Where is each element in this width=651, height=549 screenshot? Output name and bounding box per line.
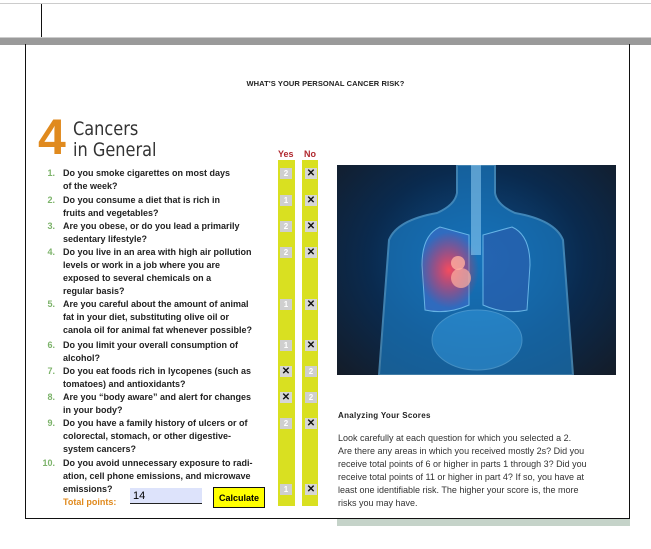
yes-answer-box[interactable]: ✕: [281, 366, 291, 377]
question-number: 4.: [47, 247, 55, 257]
question-number: 8.: [47, 392, 55, 402]
section-heading: Cancers in General: [73, 118, 157, 161]
question-text: Do you live in an area with high air pollution levels or work in a job where you are exposed to several chemicals on a regular basis?: [63, 247, 252, 296]
top-divider: [0, 3, 651, 4]
yes-answer-box[interactable]: ✕: [281, 392, 291, 403]
no-answer-box[interactable]: ✕: [306, 299, 316, 310]
yes-header: Yes: [278, 149, 294, 159]
question-number: 10.: [42, 458, 55, 468]
question-text: Do you eat foods rich in lycopenes (such as tomatoes) and antioxidants?: [63, 366, 252, 389]
page-title: WHAT'S YOUR PERSONAL CANCER RISK?: [246, 79, 405, 88]
total-points-label: Total points:: [63, 497, 117, 507]
no-answer-box[interactable]: ✕: [306, 418, 316, 429]
question-text: Do you have a family history of ulcers or of colorectal, stomach, or other digestive- system cancers?: [63, 418, 248, 454]
question-text: Are you careful about the amount of animal fat in your diet, substituting olive oil or canola oil for animal fat whenever possible?: [63, 299, 253, 335]
question-number: 9.: [47, 418, 55, 428]
yes-answer-box[interactable]: 2: [280, 221, 292, 232]
no-answer-box[interactable]: ✕: [306, 168, 316, 179]
toolbar-separator: [41, 4, 42, 37]
analysis-body: Look carefully at each question for which you selected a 2. Are there any areas in which you received mostly 2s? Did you receive total points of 6 or higher in parts 1 through 3? Did you receive total points of 11 or higher in part 4? If so, you have at least one identifiable risk. The higher your score is, the more risks you may have.: [338, 433, 587, 508]
question-text: Do you avoid unnecessary exposure to radi- ation, cell phone emissions, and microwave emissions?: [63, 458, 253, 494]
question-number: 2.: [47, 195, 55, 205]
question-number: 6.: [47, 340, 55, 350]
question-text: Do you smoke cigarettes on most days of the week?: [63, 168, 231, 191]
no-column: [302, 160, 318, 506]
question-number: 1.: [47, 168, 55, 178]
yes-answer-box[interactable]: 1: [280, 484, 292, 495]
yes-answer-box[interactable]: 1: [280, 340, 292, 351]
lungs-illustration: [337, 165, 616, 375]
question-text: Are you “body aware” and alert for changes in your body?: [63, 392, 252, 415]
question-number: 3.: [47, 221, 55, 231]
no-header: No: [304, 149, 316, 159]
question-text: Do you consume a diet that is rich in fruits and vegetables?: [63, 195, 221, 218]
yes-answer-box[interactable]: 1: [280, 299, 292, 310]
analysis-heading: Analyzing Your Scores: [338, 411, 431, 420]
no-answer-box[interactable]: ✕: [306, 340, 316, 351]
no-answer-box[interactable]: ✕: [306, 484, 316, 495]
yes-column: [278, 160, 295, 506]
yes-answer-box[interactable]: 1: [280, 195, 292, 206]
question-number: 5.: [47, 299, 55, 309]
box-shadow: [337, 519, 630, 526]
yes-answer-box[interactable]: 2: [280, 247, 292, 258]
no-answer-box[interactable]: 2: [305, 392, 317, 403]
total-points-field[interactable]: [130, 488, 202, 504]
no-answer-box[interactable]: ✕: [306, 247, 316, 258]
no-answer-box[interactable]: ✕: [306, 195, 316, 206]
question-text: Are you obese, or do you lead a primarily sedentary lifestyle?: [63, 221, 240, 244]
section-number: 4: [38, 109, 66, 165]
yes-answer-box[interactable]: 2: [280, 418, 292, 429]
question-text: Do you limit your overall consumption of alcohol?: [63, 340, 239, 363]
question-number: 7.: [47, 366, 55, 376]
yes-answer-box[interactable]: 2: [280, 168, 292, 179]
no-answer-box[interactable]: ✕: [306, 221, 316, 232]
calculate-button[interactable]: Calculate: [213, 487, 265, 508]
no-answer-box[interactable]: 2: [305, 366, 317, 377]
